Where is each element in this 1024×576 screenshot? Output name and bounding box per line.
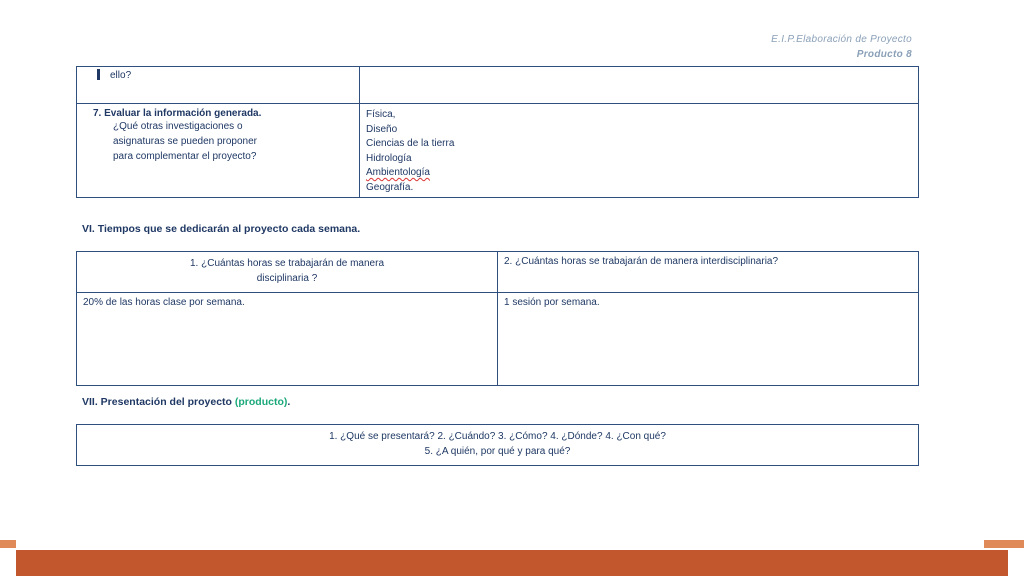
presentation-table <box>76 424 919 466</box>
column-header-interdisciplinary: 2. ¿Cuántas horas se trabajarán de manera interdisciplinaria? <box>498 252 919 293</box>
table-row <box>77 252 919 293</box>
document-header <box>771 32 912 62</box>
presentation-questions-line-2: 5. ¿A quién, por qué y para qué? <box>424 446 571 457</box>
footer-accent-right <box>984 540 1024 548</box>
footer-bar <box>16 550 1008 576</box>
table-cell: 20% de las horas clase por semana. <box>77 293 498 386</box>
table-cell <box>77 425 919 466</box>
table-cell: 1 sesión por semana. <box>498 293 919 386</box>
weekly-time-table <box>76 251 919 386</box>
subtext-line: ¿Qué otras investigaciones o <box>113 121 243 132</box>
section-7-title <box>82 396 290 408</box>
table-row <box>77 425 919 466</box>
question-7-title: 7. Evaluar la información generada. <box>93 108 262 119</box>
footer-accent-left <box>0 540 16 548</box>
column-header-disciplinary <box>77 252 498 293</box>
table-cell <box>77 104 360 198</box>
section-7-title-text: VII. Presentación del proyecto <box>82 396 235 408</box>
header-line-1: E.I.P.Elaboración de Proyecto <box>771 34 912 45</box>
table-cell <box>360 104 919 198</box>
table-row <box>77 293 919 386</box>
evaluation-table <box>76 66 919 198</box>
header-line: disciplinaria ? <box>256 273 318 284</box>
subtext-line: asignaturas se pueden proponer <box>113 136 257 147</box>
presentation-questions-line-1: 1. ¿Qué se presentará? 2. ¿Cuándo? 3. ¿Cómo? 4. ¿Dónde? 4. ¿Con qué? <box>329 431 666 442</box>
header-line: 1. ¿Cuántas horas se trabajarán de manera <box>190 258 384 269</box>
subtext-line: para complementar el proyecto? <box>113 151 257 162</box>
question-7-subtext <box>113 119 353 164</box>
section-7-title-highlight: (producto) <box>234 396 288 408</box>
list-item: Ciencias de la tierra <box>366 138 455 149</box>
list-item: Ambientología <box>366 167 430 178</box>
table-row <box>77 104 919 198</box>
table-cell <box>360 67 919 104</box>
subjects-list <box>366 108 912 195</box>
header-line-2: Producto 8 <box>856 49 912 60</box>
table-row <box>77 67 919 104</box>
section-6-title: VI. Tiempos que se dedicarán al proyecto cada semana. <box>82 223 361 235</box>
section-7-title-end: . <box>287 396 291 408</box>
list-item: Geografía. <box>366 181 414 193</box>
list-item: Hidrología <box>366 152 412 164</box>
table-cell <box>77 67 360 104</box>
row1-left-text: ello? <box>110 70 132 81</box>
text-cursor-mark <box>97 69 100 80</box>
list-item: Física, <box>366 109 396 120</box>
list-item: Diseño <box>366 123 398 135</box>
